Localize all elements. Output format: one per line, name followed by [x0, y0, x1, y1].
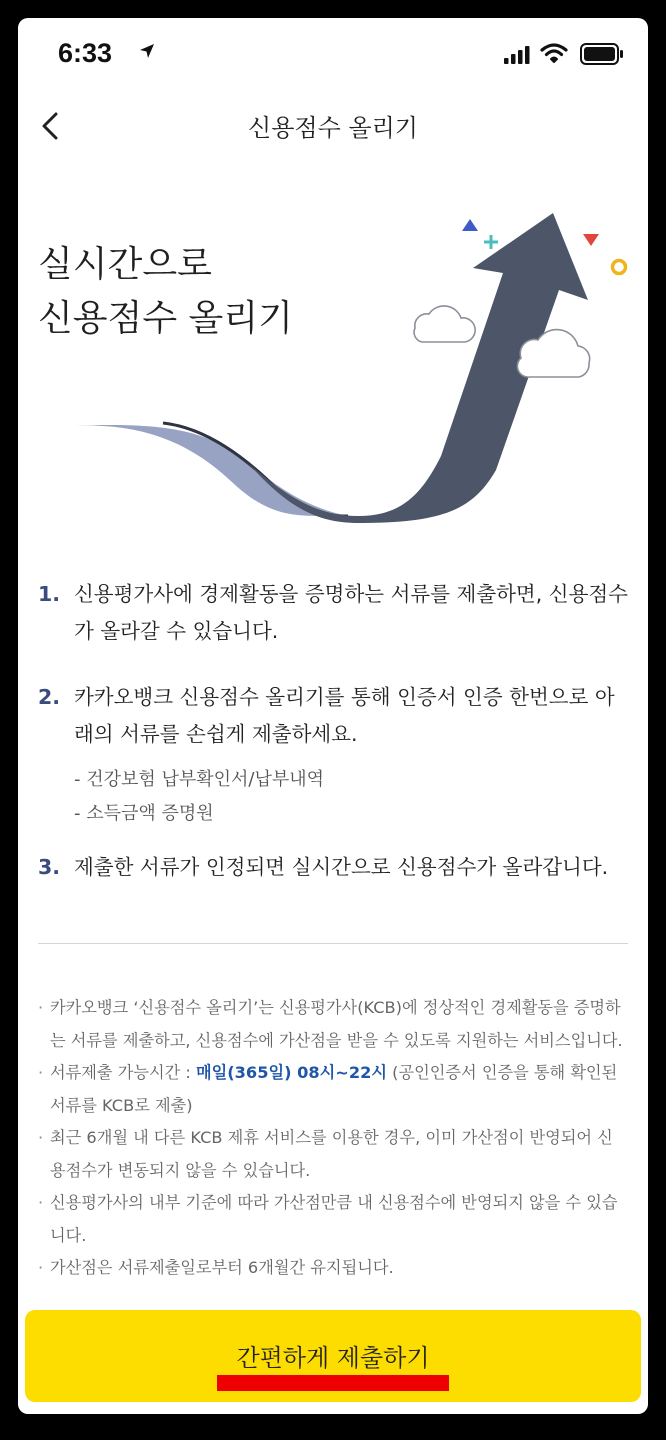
app-screen: [18, 18, 648, 1414]
navigation-bar: [18, 90, 648, 160]
step-text: 카카오뱅크 신용점수 올리기를 통해 인증서 인증 한번으로 아래의 서류를 손쉽게 제출하세요.: [74, 685, 615, 746]
wifi-icon: [540, 42, 568, 64]
submit-button-label: 간편하게 제출하기: [236, 1344, 430, 1372]
step-text: 신용평가사에 경제활동을 증명하는 서류를 제출하면, 신용점수가 올라갈 수 있습니다.: [74, 582, 628, 643]
cellular-signal-icon: [504, 46, 532, 64]
highlight-underline: [217, 1375, 449, 1391]
submit-button[interactable]: [25, 1310, 641, 1402]
status-bar: [18, 18, 648, 90]
rising-arrow-illustration: [18, 178, 648, 548]
notice-list: [38, 992, 628, 1285]
step-text: 제출한 서류가 인정되면 실시간으로 신용점수가 올라갑니다.: [74, 855, 609, 879]
notice-item: · 최근 6개월 내 다른 KCB 제휴 서비스를 이용한 경우, 이미 가산점이 반영되어 신용점수가 변동되지 않을 수 있습니다.: [38, 1122, 628, 1187]
step-number: 2.: [38, 685, 61, 709]
notice-text: (공인인증서 인증을 통해 확인된 서류를 KCB로 제출): [50, 1063, 618, 1115]
notice-item: · 신용평가사의 내부 기준에 따라 가산점만큼 내 신용점수에 반영되지 않을 수 있습니다.: [38, 1187, 628, 1252]
battery-icon: [580, 43, 624, 65]
notice-item: · 카카오뱅크 ‘신용점수 올리기’는 신용평가사(KCB)에 정상적인 경제활동을 증명하는 서류를 제출하고, 신용점수에 가산점을 받을 수 있도록 지원하는 서비스입니다.: [38, 992, 628, 1057]
step-item: [38, 849, 628, 886]
steps-list: [38, 576, 628, 886]
hero-banner: [18, 178, 648, 548]
section-divider: [38, 943, 628, 944]
available-hours: 매일(365일) 08시~22시: [196, 1063, 388, 1082]
sub-item: - 소득금액 증명원: [74, 803, 214, 824]
step-item: [38, 679, 628, 753]
status-time: 6:33: [58, 38, 113, 68]
notice-item: · 가산점은 서류제출일로부터 6개월간 유지됩니다.: [38, 1252, 628, 1285]
step-number: 1.: [38, 582, 61, 606]
notice-item: [38, 1057, 628, 1122]
hero-title-line-1: 실시간으로: [38, 244, 212, 285]
notice-text: 서류제출 가능시간 :: [50, 1063, 196, 1082]
sub-item: - 건강보험 납부확인서/납부내역: [74, 769, 325, 790]
step-item: [38, 576, 628, 650]
location-arrow-icon: [138, 42, 156, 60]
step-number: 3.: [38, 855, 61, 879]
hero-title: [38, 238, 293, 346]
hero-title-line-2: 신용점수 올리기: [38, 298, 293, 339]
page-title: 신용점수 올리기: [248, 114, 418, 142]
sub-list: [38, 763, 628, 831]
